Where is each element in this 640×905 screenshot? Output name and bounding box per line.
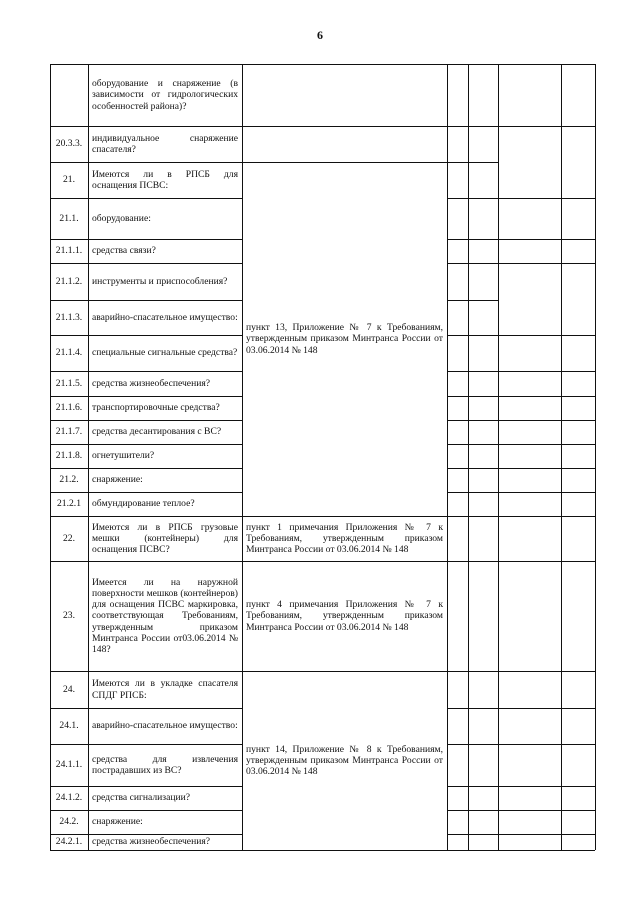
table-rule-horizontal [447,834,498,835]
table-rule-horizontal [447,335,498,336]
table-rule-vertical [468,64,469,850]
question-text [88,371,242,396]
table-rule-horizontal [498,516,595,517]
question-label: средства связи? [92,245,156,257]
table-rule-horizontal [447,263,498,264]
question-label: огнетушители? [92,450,155,462]
row-number: 24. [63,683,75,695]
question-text [88,239,242,263]
row-number: 21.1.2. [55,275,83,287]
question-text [88,162,242,198]
question-label: средства жизнеобеспечения? [92,836,211,848]
legal-reference-text: пункт 1 примечания Приложения № 7 к Требованиям, утвержденным приказом Минтранса России от 03.06.2014 № 148 [246,521,443,556]
legal-reference [242,516,447,561]
table-rule-horizontal [498,371,595,372]
table-rule-horizontal [447,744,498,745]
row-number: 21.1.6. [55,402,83,414]
question-text [88,786,242,810]
table-rule-horizontal [498,786,595,787]
table-rule-horizontal [498,335,595,336]
row-number: 21.1.1. [55,245,83,257]
question-label: оборудование: [92,212,151,224]
table-rule-horizontal [447,671,498,672]
row-number: 24.2. [59,816,79,828]
table-rule-horizontal [447,300,498,301]
table-rule-vertical [498,64,499,850]
row-number: 22. [63,532,75,544]
question-text [88,708,242,744]
question-text [88,300,242,335]
table-rule-horizontal [447,198,498,199]
row-number: 24.1.2. [55,792,83,804]
question-text [88,468,242,492]
row-number: 21.1.4. [55,347,83,359]
table-rule-horizontal [498,126,595,127]
question-label: аварийно-спасательное имущество: [92,720,238,732]
question-text [88,64,242,126]
question-label: средства жизнеобеспечения? [92,377,211,389]
question-label: специальные сигнальные средства? [92,347,238,359]
table-rule-vertical [561,64,562,850]
table-rule-horizontal [498,239,595,240]
question-label: транспортировочные средства? [92,402,220,414]
question-text [88,263,242,300]
question-text [88,126,242,162]
table-rule-horizontal [447,708,498,709]
row-number: 23. [63,610,75,622]
table-rule-horizontal [447,420,498,421]
question-text [88,492,242,516]
table-rule-horizontal [50,850,595,851]
question-label: Имеются ли в РПСБ для оснащения ПСВС: [92,168,238,191]
question-text [88,396,242,420]
table-rule-horizontal [498,708,595,709]
checklist-table [50,64,595,850]
table-rule-vertical [595,64,596,850]
table-rule-horizontal [447,786,498,787]
question-label: Имеются ли в РПСБ грузовые мешки (контейнеры) для оснащения ПСВС? [92,521,238,556]
row-number: 21.1.3. [55,311,83,323]
question-label: Имеются ли в укладке спасателя СПДГ РПСБ: [92,678,238,701]
question-text [88,561,242,671]
table-rule-horizontal [498,468,595,469]
question-label: индивидуальное снаряжение спасателя? [92,132,238,155]
question-label: Имеется ли на наружной поверхности мешков (контейнеров) для оснащения ПСВС маркировка, соответствующая Требованиям, утвержденным приказом Минтранса России от03.06.2014 № 148? [92,576,238,655]
question-label: аварийно-спасательное имущество: [92,311,238,323]
table-rule-horizontal [498,561,595,562]
table-rule-vertical [447,64,448,850]
table-rule-horizontal [498,744,595,745]
legal-reference [242,561,447,671]
row-number: 21.1.8. [55,450,83,462]
row-number: 21.2. [59,474,79,486]
question-label: средства сигнализации? [92,792,191,804]
table-rule-horizontal [447,492,498,493]
question-text [88,444,242,468]
question-text [88,834,242,850]
question-label: снаряжение: [92,816,143,828]
table-rule-horizontal [498,671,595,672]
table-rule-horizontal [498,810,595,811]
table-rule-horizontal [498,834,595,835]
question-text [88,516,242,561]
question-text [88,671,242,708]
table-rule-horizontal [447,371,498,372]
row-number: 21. [63,174,75,186]
table-rule-horizontal [498,396,595,397]
question-label: средства для извлечения пострадавших из ВС? [92,753,238,776]
table-rule-horizontal [498,492,595,493]
row-number: 21.1.5. [55,377,83,389]
question-text [88,744,242,786]
table-rule-horizontal [447,810,498,811]
question-label: оборудование и снаряжение (в зависимости от гидрологических особенностей района)? [92,78,238,112]
table-rule-horizontal [498,198,595,199]
legal-reference-text: пункт 13, Приложение № 7 к Требованиям, утвержденным приказом Минтранса России от 03.06.2014 № 148 [246,322,443,356]
legal-reference [242,671,447,850]
row-number: 24.2.1. [55,836,83,848]
question-text [88,335,242,371]
question-text [88,810,242,834]
table-rule-horizontal [447,162,498,163]
row-number: 21.2.1 [57,498,81,510]
table-rule-horizontal [498,420,595,421]
table-rule-horizontal [242,126,447,127]
row-number: 24.1.1. [55,759,83,771]
row-number: 21.1. [59,212,79,224]
legal-reference [242,162,447,516]
table-rule-horizontal [498,444,595,445]
row-number: 21.1.7. [55,426,83,438]
row-number: 20.3.3. [55,138,83,150]
question-label: инструменты и приспособления? [92,275,228,287]
question-label: средства десантирования с ВС? [92,426,222,438]
table-rule-horizontal [447,126,498,127]
page-number: 6 [317,28,323,42]
table-rule-horizontal [498,263,595,264]
table-rule-horizontal [447,444,498,445]
table-rule-horizontal [447,516,498,517]
row-number [50,64,88,126]
table-rule-horizontal [447,239,498,240]
table-rule-horizontal [447,468,498,469]
question-label: обмундирование теплое? [92,498,195,510]
row-number: 24.1. [59,720,79,732]
question-text [88,198,242,239]
table-rule-horizontal [447,561,498,562]
question-text [88,420,242,444]
table-rule-horizontal [447,396,498,397]
legal-reference-text: пункт 4 примечания Приложения № 7 к Требованиям, утвержденным приказом Минтранса России от 03.06.2014 № 148 [246,599,443,633]
question-label: снаряжение: [92,474,143,486]
legal-reference-text: пункт 14, Приложение № 8 к Требованиям, утвержденным приказом Минтранса России от 03.06.2014 № 148 [246,743,443,778]
